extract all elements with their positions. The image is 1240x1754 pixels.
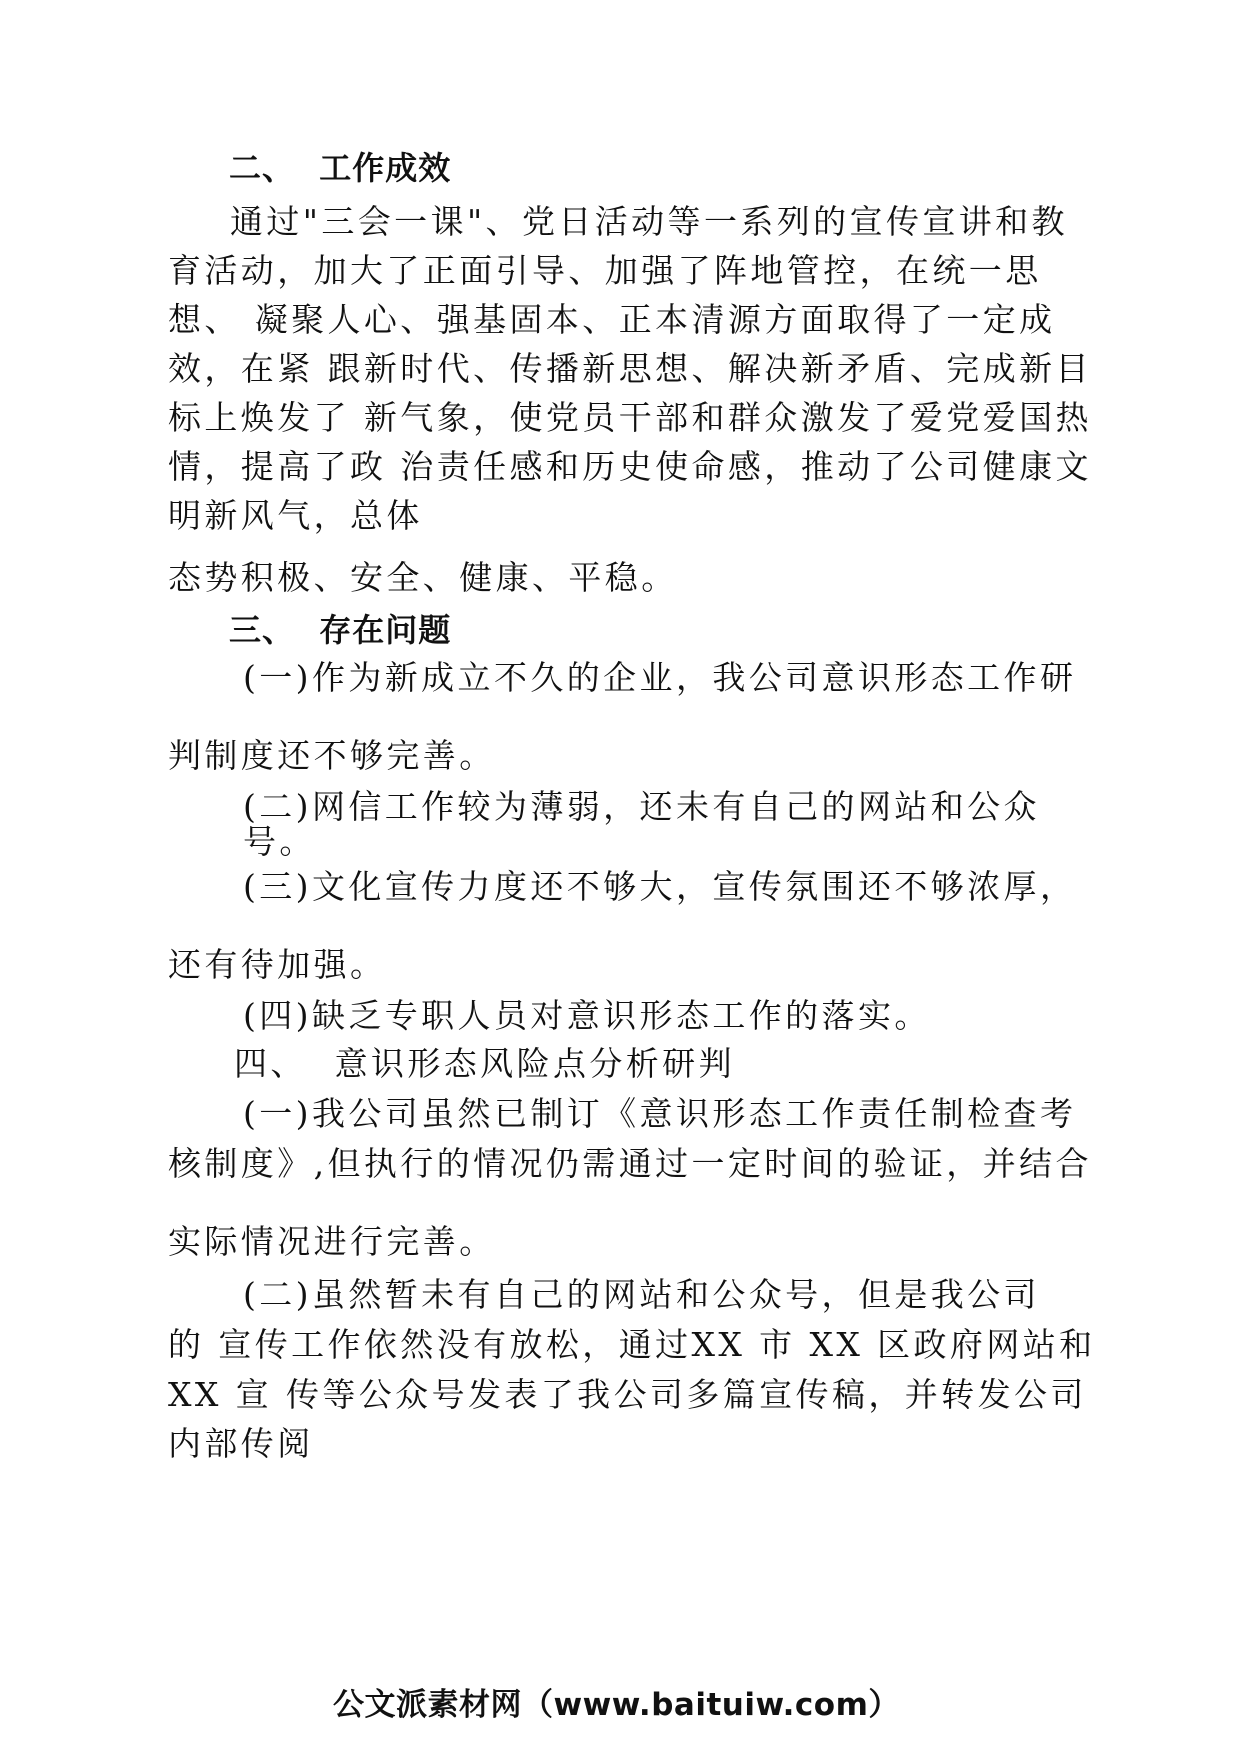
- paragraph-line: (一)我公司虽然已制订《意识形态工作责任制检查考: [243, 1094, 1077, 1133]
- paragraph-line: 效，在紧 跟新时代、传播新思想、解决新矛盾、完成新目: [168, 349, 1092, 388]
- section-heading-risk-analysis: 四、 意识形态风险点分析研判: [234, 1044, 735, 1083]
- section-heading-problems: 三、 存在问题: [229, 611, 452, 649]
- paragraph-line: 实际情况进行完善。: [168, 1222, 496, 1261]
- paragraph-line: (二)网信工作较为薄弱，还未有自己的网站和公众: [243, 787, 1040, 826]
- paragraph-line: (二)虽然暂未有自己的网站和公众号，但是我公司: [243, 1275, 1040, 1314]
- paragraph-line: 明新风气，总体: [168, 496, 423, 535]
- paragraph-line: 判制度还不够完善。: [168, 736, 496, 775]
- paragraph-line: 通过"三会一课"、党日活动等一系列的宣传宣讲和教: [230, 202, 1068, 241]
- paragraph-line: 核制度》,但执行的情况仍需通过一定时间的验证，并结合: [168, 1144, 1092, 1183]
- paragraph-line: 态势积极、安全、健康、平稳。: [168, 558, 678, 597]
- paragraph-line: 标上焕发了 新气象，使党员干部和群众激发了爱党爱国热: [168, 398, 1092, 437]
- paragraph-line: XX 宣 传等公众号发表了我公司多篇宣传稿，并转发公司: [168, 1375, 1087, 1414]
- paragraph-line: 育活动，加大了正面引导、加强了阵地管控，在统一思: [168, 251, 1042, 290]
- paragraph-line: 的 宣传工作依然没有放松，通过XX 市 XX 区政府网站和: [168, 1325, 1096, 1364]
- paragraph-line: 还有待加强。: [168, 945, 387, 984]
- paragraph-line: (三)文化宣传力度还不够大，宣传氛围还不够浓厚，: [243, 867, 1077, 906]
- paragraph-line: 情，提高了政 治责任感和历史使命感，推动了公司健康文: [168, 447, 1092, 486]
- footer-watermark: 公文派素材网（www.baituiw.com）: [333, 1687, 900, 1723]
- section-heading-achievements: 二、 工作成效: [229, 149, 452, 187]
- paragraph-line: 想、 凝聚人心、强基固本、正本清源方面取得了一定成: [168, 300, 1056, 339]
- paragraph-line: (四)缺乏专职人员对意识形态工作的落实。: [243, 996, 931, 1035]
- paragraph-line: 内部传阅: [168, 1424, 314, 1463]
- paragraph-line: 号。: [243, 822, 316, 861]
- paragraph-line: (一)作为新成立不久的企业，我公司意识形态工作研: [243, 658, 1077, 697]
